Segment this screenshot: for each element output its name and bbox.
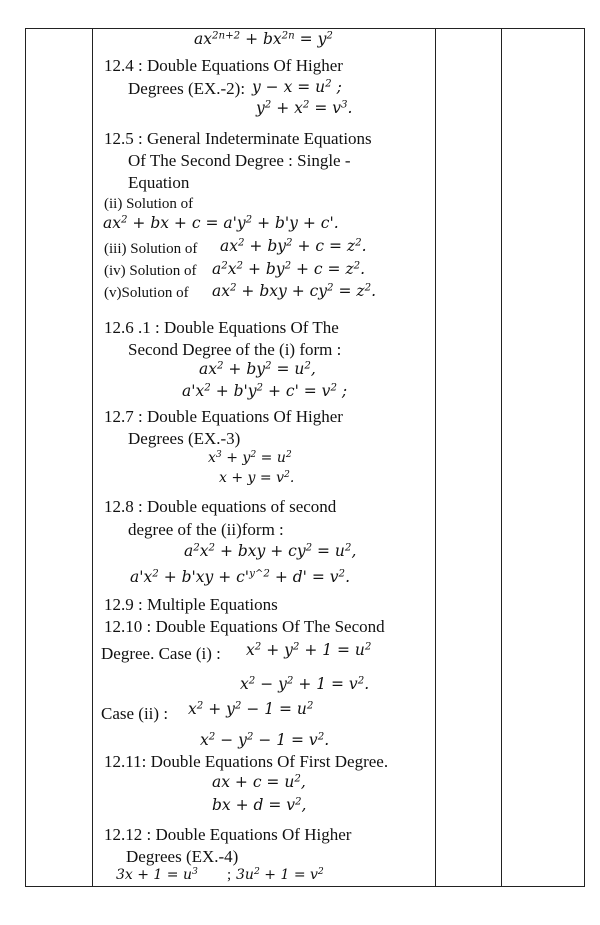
- text-line: 12.4 : Double Equations Of Higher: [104, 56, 343, 75]
- equation-line: $y^2 + x^2 = v^3$.: [256, 99, 353, 117]
- equation-line: $x^2 - y^2 - 1 = v^2$.: [200, 731, 330, 749]
- equation-line: $a'x^2 + b'y^2 + c' = v^2$ ;: [182, 382, 348, 400]
- column-divider-2: [435, 29, 436, 886]
- text-line: Degree. Case (i) :: [101, 644, 221, 663]
- equation-line: $a'x^2 + b'xy + c'^{y\^{}2} + d' = v^2$.: [130, 568, 350, 586]
- equation-line: $3u^2 + 1 = v^2$: [236, 865, 324, 883]
- equation-line: $x + y = v^2$.: [219, 468, 295, 486]
- equation-line: $ax^2 + by^2 = u^2$,: [199, 360, 316, 378]
- text-line: Degrees (EX.-3): [128, 429, 241, 448]
- equation-line: $x^2 - y^2 + 1 = v^2$.: [240, 675, 370, 693]
- text-line: 12.10 : Double Equations Of The Second: [104, 617, 385, 636]
- equation-line: $x^3 + y^2 = u^2$: [208, 448, 292, 466]
- text-line: (iv) Solution of: [104, 263, 197, 279]
- text-line: 12.12 : Double Equations Of Higher: [104, 825, 352, 844]
- text-line: 12.5 : General Indeterminate Equations: [104, 129, 372, 148]
- equation-line: $ax^2$ + bxy + $cy^2 = z^2$.: [212, 282, 377, 300]
- text-line: (v)Solution of: [104, 285, 189, 301]
- text-line: Second Degree of the (i) form :: [128, 340, 342, 359]
- text-line: Case (ii) :: [101, 704, 169, 723]
- equation-line: bx + $d = v^2$,: [212, 796, 307, 814]
- equation-line: $a^2x^2$ + bxy + $cy^2 = u^2$,: [184, 542, 357, 560]
- equation-line: $a^2x^2 + by^2 + c = z^2$.: [212, 260, 366, 278]
- text-line: (iii) Solution of: [104, 241, 198, 257]
- text-line: Equation: [128, 173, 190, 192]
- text-line: 12.9 : Multiple Equations: [104, 595, 278, 614]
- text-line: Of The Second Degree : Single -: [128, 151, 351, 170]
- equation-line: $3x + 1 = u^3$: [116, 865, 198, 883]
- equation-line: $ax^2 + by^2 + c = z^2$.: [220, 237, 367, 255]
- text-line: 12.11: Double Equations Of First Degree.: [104, 752, 389, 771]
- text-line: 12.6 .1 : Double Equations Of The: [104, 318, 339, 337]
- text-line: 12.8 : Double equations of second: [104, 497, 337, 516]
- equation-line: $x^2 + y^2 + 1 = u^2$: [246, 641, 372, 659]
- column-divider-3: [501, 29, 502, 886]
- equation-line: $ax^{2n+2} + bx^{2n} = y^2$: [194, 30, 333, 48]
- text-line: (ii) Solution of: [104, 196, 194, 212]
- text-line: degree of the (ii)form :: [128, 520, 284, 539]
- text-line: 12.7 : Double Equations Of Higher: [104, 407, 343, 426]
- text-line: Degrees (EX.-4): [126, 847, 239, 866]
- text-line: ;: [227, 867, 232, 883]
- equation-line: $y - x = u^2$ ;: [252, 78, 342, 96]
- equation-line: $ax^2$ + bx + $c = a'y^2 + b'y + c'$.: [103, 214, 339, 232]
- column-divider-1: [92, 29, 93, 886]
- text-line: Degrees (EX.-2):: [128, 79, 246, 98]
- equation-line: $x^2 + y^2 - 1 = u^2$: [188, 700, 314, 718]
- equation-line: ax + $c = u^2$,: [212, 773, 306, 791]
